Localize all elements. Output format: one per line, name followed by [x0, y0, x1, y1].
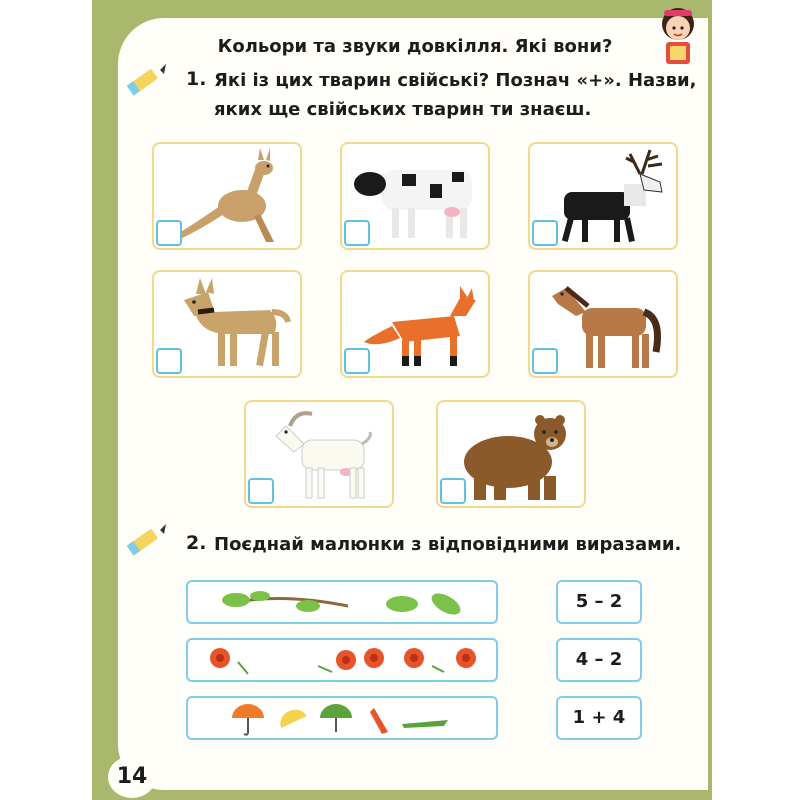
animal-card-fox: [340, 270, 490, 378]
checkbox-horse[interactable]: [532, 348, 558, 374]
animal-card-bear: [436, 400, 586, 508]
checkbox-reindeer[interactable]: [532, 220, 558, 246]
animal-card-kangaroo: [152, 142, 302, 250]
leaf-icon: [222, 593, 250, 607]
umbrellas-picture: [188, 698, 496, 738]
leaf-icon: [250, 591, 270, 601]
page-number: 14: [108, 756, 156, 798]
leaf-icon: [386, 596, 418, 612]
task1-line1: Які із цих тварин свійські? Познач «+». Назви,: [214, 70, 697, 91]
checkbox-goat[interactable]: [248, 478, 274, 504]
checkbox-kangaroo[interactable]: [156, 220, 182, 246]
umbrella-icon: [320, 704, 352, 718]
pencil-icon: [124, 60, 168, 104]
leaves-picture: [188, 582, 496, 622]
umbrella-icon: [276, 705, 306, 728]
umbrella-icon: [232, 704, 264, 718]
pencil-icon: [124, 520, 168, 564]
task2-text: Поєднай малюнки з відповідними виразами.: [214, 534, 682, 555]
task2-number: 2.: [186, 532, 207, 554]
flowers-picture: [188, 640, 496, 680]
expression-5-minus-2[interactable]: 5 – 2: [556, 580, 642, 624]
checkbox-fox[interactable]: [344, 348, 370, 374]
umbrellas-row[interactable]: [186, 696, 498, 740]
leaf-icon: [428, 589, 464, 619]
expression-1-plus-4[interactable]: 1 + 4: [556, 696, 642, 740]
animal-card-cow: [340, 142, 490, 250]
animal-card-horse: [528, 270, 678, 378]
umbrella-icon: [370, 708, 388, 734]
animal-card-reindeer: [528, 142, 678, 250]
girl-reading-icon: [654, 4, 702, 66]
animal-card-dog: [152, 270, 302, 378]
leaves-row[interactable]: [186, 580, 498, 624]
task1-number: 1.: [186, 68, 207, 90]
checkbox-bear[interactable]: [440, 478, 466, 504]
page-title: Кольори та звуки довкілля. Які вони?: [217, 36, 613, 57]
umbrella-icon: [402, 720, 448, 728]
task1-line2: яких ще свійських тварин ти знаєш.: [214, 99, 592, 120]
animal-card-goat: [244, 400, 394, 508]
checkbox-dog[interactable]: [156, 348, 182, 374]
expression-4-minus-2[interactable]: 4 – 2: [556, 638, 642, 682]
flowers-row[interactable]: [186, 638, 498, 682]
checkbox-cow[interactable]: [344, 220, 370, 246]
leaf-icon: [296, 600, 320, 612]
